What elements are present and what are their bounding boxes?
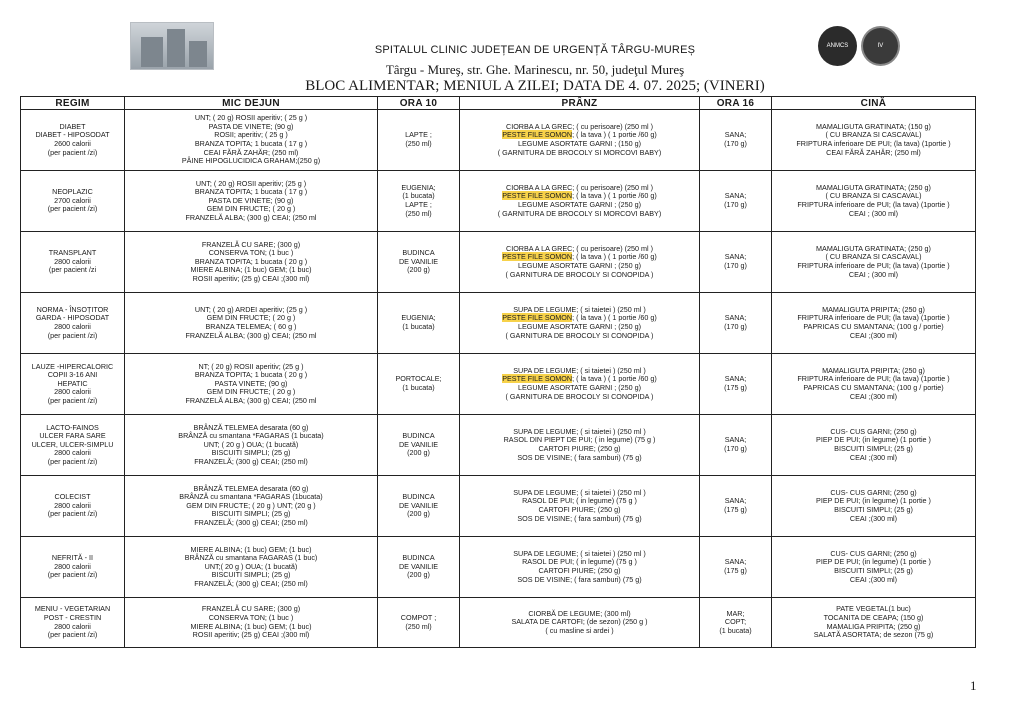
menu-line: (1 bucata) [402,322,435,331]
table-row [21,171,976,232]
menu-line: HEPATIC [57,378,88,388]
menu-line: PIEP DE PUI; (in legume) (1 portie ) [816,557,931,567]
menu-line: ( GARNITURA DE BROCOLY SI MORCOVI BABY) [497,147,662,157]
menu-line: (175 g) [724,566,747,575]
menu-line: FRANZELĂ ALBA; (300 g) CEAI; (250 ml [185,330,317,340]
menu-line: BISCUITI SIMPLI; (25 g) [211,509,291,519]
menu-line: MAMALIGUTA PRIPITA; (250 g) [822,365,925,375]
menu-line: PASTA DE VINETE; (90 g) [208,121,294,131]
menu-line: DE VANILIE [398,500,438,510]
menu-line: FRANZELĂ; (300 g) CEAI; (250 ml) [194,456,308,466]
menu-line: 2800 calorii [54,448,91,458]
cell-pranz [460,354,700,415]
menu-line: MIERE ALBINA; (1 buc) GEM; (1 buc) [190,265,312,275]
menu-line: SUPA DE LEGUME; ( si taietei ) (250 ml ) [513,426,646,436]
col-header-ora10: ORA 10 [378,97,460,110]
menu-line: RASOL DE PUI; ( in legume) (75 g ) [522,557,637,567]
cell-mic-dejun [125,110,378,171]
menu-line: SOS DE VISINE; ( fara samburi) (75 g) [517,452,642,462]
menu-line: LEGUME ASORTATE GARNI ; (250 g) [517,322,642,331]
menu-line: CEAI ;(300 ml) [849,513,898,523]
menu-line: SANA; [724,313,747,323]
table-row [21,293,976,354]
menu-line: COLECIST [54,492,91,502]
menu-line: (200 g) [407,265,430,275]
menu-line: MIERE ALBINA; (1 buc) GEM; (1 buc) [190,544,312,554]
menu-line: 2800 calorii [54,621,91,631]
menu-line: BRANZA TELEMEA; ( 60 g ) [205,322,297,331]
menu-line: MAMALIGUTA GRATINATA; (150 g) [816,121,931,131]
menu-line: CIORBA A LA GREC; ( cu perisoare) (250 ml ) [506,121,653,131]
menu-line: CIORBĂ DE LEGUME; (300 ml) [528,608,631,618]
menu-line: ULCER, ULCER-SIMPLU [31,439,114,449]
menu-line: NEFRITĂ - II [51,553,94,563]
menu-line: CEAI FĂRĂ ZAHĂR; (250 ml) [826,147,921,157]
menu-line: (170 g) [724,200,747,209]
menu-line: PATE VEGETAL(1 buc) [836,604,911,614]
cell-regim [21,232,125,293]
cell-mic-dejun [125,171,378,232]
menu-line: PESTE FILE SOMON; ( la tava ) ( 1 portie /60 g) [502,191,657,201]
menu-line: ULCER FARA SARE [39,431,106,441]
menu-line: SANA; [724,130,747,140]
menu-line: BRANZA TOPITA; 1 bucata ( 20 g ) [194,256,308,266]
menu-line: (1 bucata) [402,191,435,201]
menu-line: CARTOFI PIURE; (250 g) [538,505,621,514]
table-row [21,537,976,598]
menu-line: GEM DIN FRUCTE; ( 20 g ) [206,313,296,323]
menu-line: CUS- CUS GARNI; (250 g) [830,548,917,558]
menu-line: BRANZA TOPITA; 1 bucata ( 20 g ) [194,370,308,380]
menu-line: LACTO-FAINOS [46,422,99,432]
menu-line: (per pacient /zi) [47,204,98,214]
cell-cina [772,171,976,232]
menu-line: CEAI ; (300 ml) [848,269,899,279]
menu-line: BISCUITI SIMPLI; (25 g) [834,505,913,514]
menu-line: (per pacient /zi) [47,509,98,519]
cell-ora16 [700,293,772,354]
menu-line: BRÂNZĂ cu smantana *FAGARAS (1 bucata) [178,431,324,441]
menu-line: CUS- CUS GARNI; (250 g) [830,487,917,497]
menu-line: 2800 calorii [54,322,91,331]
menu-line: CONSERVA TON; (1 buc ) [208,612,294,622]
table-row [21,415,976,476]
menu-line: ( cu masline si ardei ) [545,625,614,635]
menu-line: ( GARNITURA DE BROCOLY SI CONOPIDA ) [505,269,654,279]
menu-line: ROSII aperitiv; (25 g) CEAI ;(300 ml) [192,630,310,640]
table-row [21,476,976,537]
menu-line: (200 g) [407,509,430,519]
col-header-mic-dejun: MIC DEJUN [125,97,378,110]
menu-line: BISCUITI SIMPLI; (25 g) [834,566,913,575]
cell-pranz [460,110,700,171]
menu-line: EUGENIA; [401,182,436,192]
menu-line: CEAI ; (300 ml) [848,208,899,218]
menu-line: (175 g) [724,383,747,392]
menu-line: (250 ml) [405,139,432,148]
cell-ora10 [378,171,460,232]
menu-line: SANA; [724,191,747,201]
menu-line: (per pacient /zi) [47,330,98,340]
cell-regim [21,537,125,598]
cell-ora10 [378,232,460,293]
menu-line: PIEP DE PUI; (in legume) (1 portie ) [816,496,931,506]
menu-line: CEAI ;(300 ml) [849,574,898,584]
cell-pranz [460,598,700,648]
menu-line: DE VANILIE [398,439,438,449]
cell-cina [772,354,976,415]
menu-line: (170 g) [724,139,747,148]
menu-line: (170 g) [724,261,747,270]
menu-line: FRIPTURA inferioare de PUI; (la tava) (1portie ) [797,200,950,209]
menu-line: (per pacient /zi) [47,630,98,640]
menu-line: LEGUME ASORTATE GARNI ; (250 g) [517,383,642,392]
menu-line: TOCANITA DE CEAPA; (150 g) [823,612,924,622]
menu-line: GEM DIN FRUCTE; ( 20 g ) UNT; (20 g ) [186,500,316,510]
menu-line: MAMALIGUTA PRIPITA; (250 g) [822,304,925,314]
table-row [21,598,976,648]
cell-cina [772,476,976,537]
cell-ora10 [378,415,460,476]
menu-line: (200 g) [407,570,430,580]
menu-line: BUDINCA [402,248,435,258]
menu-line: BRANZA TOPITA; 1 bucata ( 17 g ) [194,139,308,148]
menu-line: (170 g) [724,322,747,331]
menu-line: CEAI ;(300 ml) [849,452,898,462]
menu-table [20,96,976,648]
menu-line: ( GARNITURA DE BROCOLY SI CONOPIDA ) [505,330,654,340]
menu-line: GEM DIN FRUCTE; ( 20 g ) [206,387,296,397]
menu-line: BRÂNZĂ cu smantana FAGARAS (1 buc) [184,553,318,563]
menu-line: MAR; [726,608,745,618]
menu-line: ( CU BRANZA SI CASCAVAL) [825,191,922,201]
cell-ora10 [378,354,460,415]
menu-line: 2700 calorii [54,195,91,205]
cell-cina [772,293,976,354]
menu-line: MAMALIGUTA GRATINATA; (250 g) [816,243,931,253]
menu-line: BRÂNZĂ cu smantana *FAGARAS (1bucata) [179,492,323,502]
menu-line: MENIU - VEGETARIAN [34,604,111,614]
cell-pranz [460,232,700,293]
highlighted-dish: PESTE FILE SOMON [502,252,573,262]
menu-line: COPII 3-16 ANI [47,370,98,380]
menu-line: (per pacient /zi) [47,395,98,405]
menu-line: ( GARNITURA DE BROCOLY SI MORCOVI BABY) [497,208,662,218]
cell-ora10 [378,476,460,537]
table-row [21,232,976,293]
menu-line: RASOL DIN PIEPT DE PUI; ( in legume) (75 g ) [503,435,656,445]
menu-line: LAPTE ; [405,200,432,209]
menu-line: LEGUME ASORTATE GARNI ; (250 g) [517,200,642,209]
menu-line: FRIPTURA inferioare de PUI; (la tava) (1portie ) [797,261,950,270]
col-header-cina: CINĂ [772,97,976,110]
menu-line: PAPRICAS CU SMANTANA; (100 g / portie) [803,383,944,392]
menu-line: SANA; [724,252,747,262]
menu-line: MAMALIGA PRIPITA; (250 g) [826,621,921,631]
hospital-address: Târgu - Mureş, str. Ghe. Marinescu, nr. 50, judeţul Mureş [385,62,685,77]
cell-mic-dejun [125,476,378,537]
page-number: 1 [970,678,977,693]
menu-line: PÂINE HIPOGLUCIDICA GRAHAM;(250 g) [181,156,321,166]
menu-line: LAUZE -HIPERCALORIC [31,361,114,371]
menu-line: BRÂNZĂ TELEMEA desarata (60 g) [193,422,309,432]
col-header-ora16: ORA 16 [700,97,772,110]
menu-line: COPT; [724,617,747,627]
menu-line: ( CU BRANZA SI CASCAVAL) [825,130,922,140]
cell-regim [21,110,125,171]
menu-line: PESTE FILE SOMON; ( la tava ) ( 1 portie /60 g) [502,313,657,323]
menu-line: NORMA - ÎNSOȚITOR [36,304,109,314]
menu-line: PAPRICAS CU SMANTANA; (100 g / portie) [803,322,944,331]
menu-line: ( GARNITURA DE BROCOLY SI CONOPIDA ) [505,391,654,401]
cell-regim [21,171,125,232]
menu-line: PASTA VINETE; (90 g) [214,378,288,388]
cell-ora10 [378,598,460,648]
menu-line: PIEP DE PUI; (in legume) (1 portie ) [816,435,931,445]
menu-line: GARDA - HIPOSODAT [35,313,110,323]
cell-mic-dejun [125,537,378,598]
menu-line: UNT;( 20 g ) OUA; (1 bucată) [204,561,298,571]
menu-line: SANA; [724,374,747,384]
cell-ora16 [700,354,772,415]
cell-cina [772,598,976,648]
menu-line: NEOPLAZIC [52,187,93,197]
menu-line: (175 g) [724,505,747,514]
menu-line: POST - CRESTIN [43,612,102,622]
menu-line: TRANSPLANT [48,248,97,258]
menu-line: LAPTE ; [405,130,432,140]
menu-line: PASTA DE VINETE; (90 g) [208,195,294,205]
menu-line: SUPA DE LEGUME; ( si taietei ) (250 ml ) [513,548,646,558]
menu-line: SOS DE VISINE; ( fara samburi) (75 g) [517,574,642,584]
menu-line: (per pacient /zi) [47,570,98,580]
cell-regim [21,598,125,648]
menu-line: UNT; ( 20 g) ARDEI aperitiv; (25 g ) [194,304,308,314]
cell-ora16 [700,110,772,171]
hospital-name: SPITALUL CLINIC JUDEȚEAN DE URGENȚĂ TÂRGU-MUREȘ [374,44,696,56]
menu-line: 2800 calorii [54,500,91,510]
menu-line: EUGENIA; [401,313,436,323]
menu-line: BISCUITI SIMPLI; (25 g) [211,570,291,580]
cell-cina [772,232,976,293]
menu-line: (per pacient /zi) [47,456,98,466]
menu-title: BLOC ALIMENTAR; MENIUL A ZILEI; DATA DE 4. 07. 2025; (VINERI) [305,78,765,94]
menu-line: SUPA DE LEGUME; ( si taietei ) (250 ml ) [513,365,646,375]
cell-ora10 [378,110,460,171]
menu-line: FRIPTURA inferioare DE PUI; (la tava) (1portie ) [796,139,951,148]
menu-line: 2600 calorii [54,139,91,148]
menu-line: PORTOCALE; [395,374,442,384]
menu-line: BRANZA TOPITA; 1 bucata ( 17 g ) [194,187,308,197]
menu-line: CIORBA A LA GREC; ( cu perisoare) (250 ml ) [506,243,653,253]
menu-line: NT; ( 20 g) ROSII aperitiv; (25 g ) [198,361,304,371]
highlighted-dish: PESTE FILE SOMON [502,374,573,384]
col-header-pranz: PRÂNZ [460,97,700,110]
cell-cina [772,110,976,171]
menu-line: DIABET [59,121,86,131]
highlighted-dish: PESTE FILE SOMON [502,130,573,140]
cell-pranz [460,476,700,537]
menu-line: SOS DE VISINE; ( fara samburi) (75 g) [517,513,642,523]
menu-line: BUDINCA [402,492,435,502]
menu-line: BISCUITI SIMPLI; (25 g) [834,444,913,453]
cell-cina [772,415,976,476]
menu-line: BRÂNZĂ TELEMEA desarata (60 g) [193,483,309,493]
cell-pranz [460,537,700,598]
menu-line: CEAI ;(300 ml) [849,391,898,401]
menu-line: CEAI ;(300 ml) [849,330,898,340]
menu-line: FRANZELĂ; (300 g) CEAI; (250 ml) [194,517,308,527]
menu-line: MIERE ALBINA; (1 buc) GEM; (1 buc) [190,621,312,631]
menu-line: PESTE FILE SOMON; ( la tava ) ( 1 portie /60 g) [502,130,657,140]
anmcs-seal: ANMCS [818,26,857,66]
menu-line: LEGUME ASORTATE GARNI ; (250 g) [517,261,642,270]
menu-line: FRANZELĂ ALBA; (300 g) CEAI; (250 ml [185,212,317,222]
cell-cina [772,537,976,598]
menu-line: LEGUME ASORTATE GARNI ; (150 g) [517,139,642,148]
menu-line: SALATĂ ASORTATA; de sezon (75 g) [813,630,934,640]
cell-pranz [460,293,700,354]
col-header-regim: REGIM [21,97,125,110]
cell-ora16 [700,537,772,598]
menu-line: DE VANILIE [398,561,438,571]
menu-line: SANA; [724,435,747,445]
accreditation-level-seal: IV [861,26,900,66]
menu-line: FRIPTURA inferioare de PUI; (la tava) (1portie ) [797,374,950,384]
menu-line: CIORBA A LA GREC; ( cu perisoare) (250 ml ) [506,182,653,192]
cell-ora16 [700,171,772,232]
cell-regim [21,415,125,476]
cell-mic-dejun [125,354,378,415]
cell-ora16 [700,476,772,537]
cell-regim [21,354,125,415]
menu-line: SUPA DE LEGUME; ( si taietei ) (250 ml ) [513,487,646,497]
cell-ora10 [378,293,460,354]
cell-pranz [460,415,700,476]
cell-mic-dejun [125,293,378,354]
menu-line: UNT; ( 20 g) ROSII aperitiv; ( 25 g ) [194,113,308,123]
menu-line: (250 ml) [405,621,432,631]
menu-line: ROSII; aperitiv; ( 25 g ) [214,130,288,140]
menu-line: SUPA DE LEGUME; ( si taietei ) (250 ml ) [513,304,646,314]
highlighted-dish: PESTE FILE SOMON [502,191,573,201]
menu-line: PESTE FILE SOMON; ( la tava ) ( 1 portie /60 g) [502,252,657,262]
menu-line: PESTE FILE SOMON; ( la tava ) ( 1 portie /60 g) [502,374,657,384]
menu-line: (170 g) [724,444,747,453]
menu-line: RASOL DE PUI; ( in legume) (75 g ) [522,496,637,506]
menu-line: FRANZELĂ; (300 g) CEAI; (250 ml) [194,578,308,588]
cell-ora16 [700,598,772,648]
table-row [21,110,976,171]
menu-line: FRANZELĂ CU SARE; (300 g) [201,604,301,614]
cell-pranz [460,171,700,232]
menu-line: CARTOFI PIURE; (250 g) [538,566,621,575]
cell-ora10 [378,537,460,598]
menu-line: BUDINCA [402,553,435,563]
menu-line: (250 ml) [405,208,432,218]
menu-line: SANA; [724,496,747,506]
menu-line: (1 bucata) [719,625,752,635]
menu-line: FRIPTURA inferioare de PUI; (la tava) (1portie ) [797,313,950,323]
menu-line: CEAI FĂRĂ ZAHĂR; (250 ml) [203,147,299,157]
menu-line: 2800 calorii [54,561,91,571]
menu-line: FRANZELĂ ALBA; (300 g) CEAI; (250 ml [185,395,317,405]
menu-line: 2800 calorii [54,387,91,397]
menu-line: DE VANILIE [398,256,438,266]
menu-line: CUS- CUS GARNI; (250 g) [830,426,917,436]
menu-line: (1 bucata) [402,383,435,392]
menu-line: CONSERVA TON; (1 buc ) [208,248,294,258]
menu-line: SANA; [724,557,747,567]
menu-line: CARTOFI PIURE; (250 g) [538,444,621,453]
cell-ora16 [700,232,772,293]
menu-line: 2800 calorii [54,256,91,266]
menu-line: (200 g) [407,448,430,458]
cell-regim [21,476,125,537]
cell-mic-dejun [125,598,378,648]
menu-line: COMPOT ; [400,612,437,622]
menu-line: (per pacient /zi [48,265,97,275]
highlighted-dish: PESTE FILE SOMON [502,313,573,323]
menu-line: ( CU BRANZA SI CASCAVAL) [825,252,922,262]
menu-line: DIABET - HIPOSODAT [35,130,110,140]
menu-line: BUDINCA [402,431,435,441]
cell-regim [21,293,125,354]
menu-line: MAMALIGUTA GRATINATA; (250 g) [816,182,931,192]
menu-line: GEM DIN FRUCTE; ( 20 g ) [206,204,296,214]
menu-line: SALATA DE CARTOFI; (de sezon) (250 g ) [511,617,648,627]
menu-line: BISCUITI SIMPLI; (25 g) [211,448,291,458]
cell-mic-dejun [125,415,378,476]
menu-line: UNT; ( 20 g) ROSII aperitiv; (25 g ) [195,178,307,188]
cell-ora16 [700,415,772,476]
cell-mic-dejun [125,232,378,293]
table-row [21,354,976,415]
menu-line: UNT; ( 20 g ) OUA; (1 bucată) [203,439,299,449]
menu-line: FRANZELĂ CU SARE; (300 g) [201,239,301,249]
menu-line: ROSII aperitiv; (25 g) CEAI ;(300 ml) [192,273,310,283]
menu-line: (per pacient /zi) [47,147,98,157]
table-header-row [21,97,976,110]
